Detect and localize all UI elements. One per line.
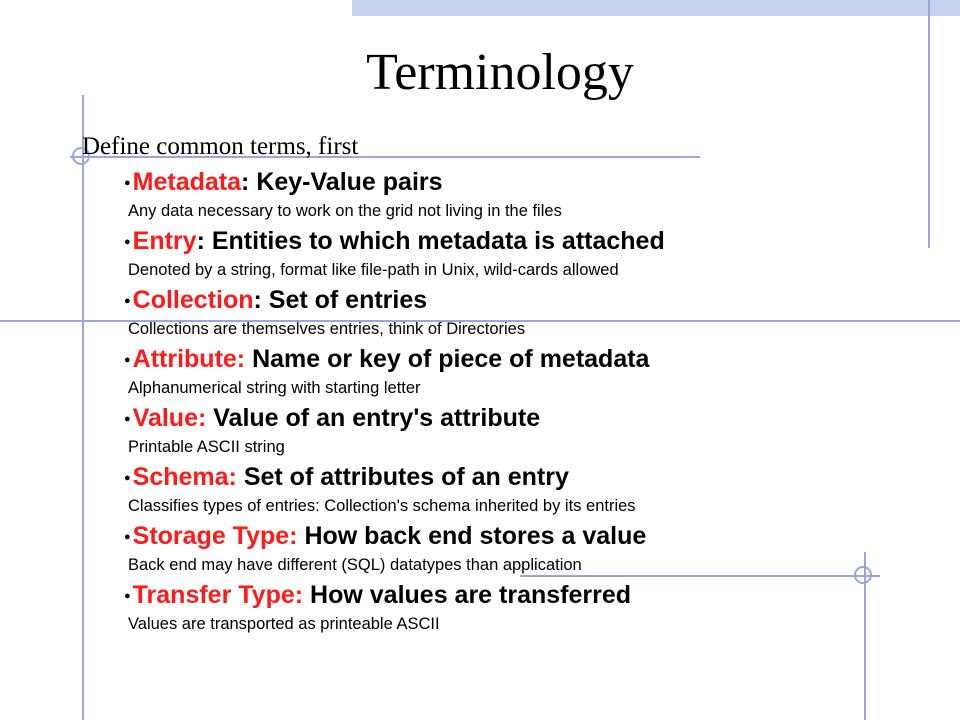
top-accent-bar (352, 0, 960, 16)
bullet-icon: ● (124, 413, 131, 426)
term-separator: : (253, 286, 269, 314)
bullet-icon: ● (124, 177, 131, 190)
term-line (124, 459, 944, 496)
term-separator: : (241, 168, 257, 196)
term-name: Metadata (132, 168, 242, 196)
term-item-storage-type (124, 518, 944, 577)
term-definition: Set of entries (268, 286, 428, 314)
slide-title: Terminology (366, 44, 634, 101)
term-definition: Key-Value pairs (256, 168, 443, 196)
term-line (124, 577, 944, 614)
term-description: Alphanumerical string with starting letter (128, 379, 421, 398)
bullet-icon: ● (124, 236, 131, 249)
slide-subtitle: Define common terms, first (82, 133, 359, 160)
term-description: Collections are themselves entries, think of Directories (128, 320, 526, 339)
term-definition: How back end stores a value (304, 522, 647, 550)
term-item-transfer-type (124, 577, 944, 636)
term-item-attribute (124, 341, 944, 400)
term-line (124, 223, 944, 260)
bullet-icon: ● (124, 354, 131, 367)
term-line (124, 341, 944, 378)
term-item-collection (124, 282, 944, 341)
term-item-entry (124, 223, 944, 282)
term-definition: Set of attributes of an entry (243, 463, 569, 491)
term-definition: Name or key of piece of metadata (252, 345, 650, 373)
term-description: Classifies types of entries: Collection's schema inherited by its entries (128, 497, 636, 516)
term-separator: : (196, 227, 212, 255)
term-line (124, 164, 944, 201)
term-name: Attribute: (132, 345, 246, 373)
term-description: Values are transported as printeable ASCII (128, 615, 440, 634)
term-separator (237, 463, 244, 491)
term-item-metadata (124, 164, 944, 223)
term-separator (303, 581, 310, 609)
term-line (124, 282, 944, 319)
bullet-icon: ● (124, 472, 131, 485)
bullet-icon: ● (124, 531, 131, 544)
term-description: Back end may have different (SQL) datatypes than application (128, 556, 582, 575)
term-name: Value: (132, 404, 207, 432)
term-line (124, 400, 944, 437)
terms-list (124, 164, 944, 636)
term-name: Storage Type: (132, 522, 298, 550)
term-name: Transfer Type: (132, 581, 304, 609)
term-definition: How values are transferred (310, 581, 632, 609)
term-description: Denoted by a string, format like file-path in Unix, wild-cards allowed (128, 261, 619, 280)
term-description: Printable ASCII string (128, 438, 285, 457)
bullet-icon: ● (124, 590, 131, 603)
term-description: Any data necessary to work on the grid not living in the files (128, 202, 562, 221)
term-definition: Entities to which metadata is attached (211, 227, 665, 255)
bullet-icon: ● (124, 295, 131, 308)
term-name: Schema: (132, 463, 237, 491)
decor-vertical-line-left (82, 95, 84, 720)
term-name: Entry (132, 227, 197, 255)
term-item-value (124, 400, 944, 459)
term-line (124, 518, 944, 555)
term-definition: Value of an entry's attribute (213, 404, 541, 432)
term-name: Collection (132, 286, 254, 314)
term-item-schema (124, 459, 944, 518)
